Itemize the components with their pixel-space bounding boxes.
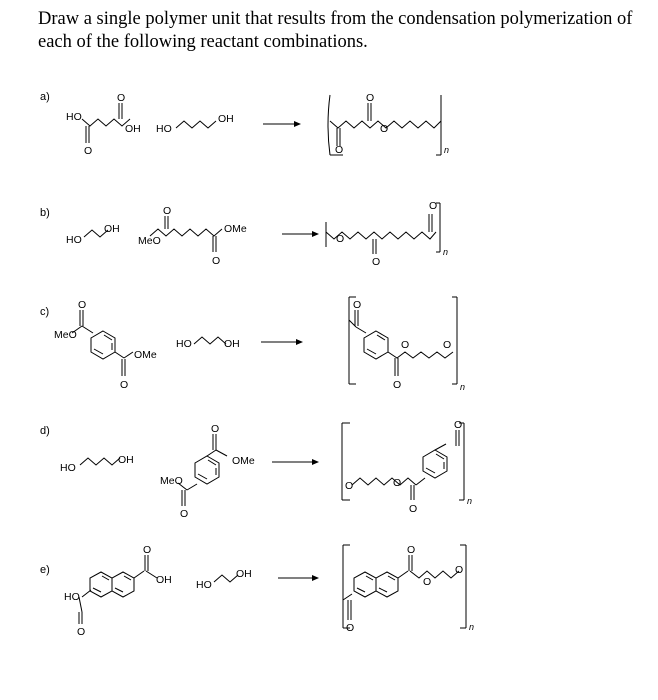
part-c-r1-carbonyl-top: O <box>78 299 87 311</box>
part-d-r2-left-group: MeO <box>160 475 183 487</box>
part-a-product-bracket-o: O <box>335 144 344 156</box>
part-c-r1-left-group: MeO <box>54 329 77 341</box>
part-e-product-carbonyl-top: O <box>407 544 416 556</box>
part-d-r1-right-group: OH <box>118 454 134 466</box>
part-b-r1-right-group: OH <box>104 223 120 235</box>
part-d-r2-carbonyl-bottom: O <box>180 508 189 520</box>
part-a-r1-right-group: OH <box>125 123 141 135</box>
part-b-r1-left-group: HO <box>66 234 82 246</box>
part-e-label: e) <box>40 564 50 576</box>
part-b-product-carbonyl-bottom: O <box>372 256 381 268</box>
part-b-r2-carbonyl-top: O <box>163 205 172 217</box>
part-e-reactant-2 <box>214 575 238 582</box>
part-e-product-carbonyl-bottom: O <box>346 622 355 634</box>
part-c-r2-left-group: HO <box>176 338 192 350</box>
part-c-r1-right-group: OMe <box>134 349 157 361</box>
part-e-r2-right-group: OH <box>236 568 252 580</box>
part-a-label: a) <box>40 91 50 103</box>
part-a-product-carbonyl: O <box>366 92 375 104</box>
question-text: Draw a single polymer unit that results from the condensation polymerization of each of the following reactant combinations. <box>38 9 633 52</box>
part-a-subscript: n <box>444 145 450 155</box>
part-b-product-carbonyl-top: O <box>429 200 438 212</box>
part-e-r1-left-group: HO <box>64 591 80 603</box>
part-a-r2-left-group: HO <box>156 123 172 135</box>
part-d-label: d) <box>40 425 50 437</box>
part-d-r1-left-group: HO <box>60 462 76 474</box>
part-b-subscript: n <box>443 247 449 257</box>
part-d-product-carbonyl-top: O <box>454 419 463 431</box>
part-c-product-carbonyl-bottom: O <box>393 379 402 391</box>
part-a-r2-right-group: OH <box>218 113 234 125</box>
part-e-product-ester-o: O <box>423 576 432 588</box>
part-c-product-carbonyl-top: O <box>353 299 362 311</box>
part-c-r2-right-group: OH <box>224 338 240 350</box>
part-b-reactant-2 <box>150 216 222 252</box>
part-b-label: b) <box>40 207 50 219</box>
part-a-r1-carbonyl-top: O <box>117 92 126 104</box>
part-d-subscript: n <box>467 496 473 506</box>
part-a-product-ester-o: O <box>380 123 389 135</box>
part-d-product-ester-o: O <box>393 477 402 489</box>
part-e-product-end-o: O <box>455 564 464 576</box>
part-a-r1-carbonyl-bottom: O <box>84 145 93 157</box>
part-e-subscript: n <box>469 622 475 632</box>
part-d-reactant-2 <box>178 434 227 506</box>
part-c-product-ester-o: O <box>401 339 410 351</box>
part-e-r1-carbonyl-top: O <box>143 544 152 556</box>
part-c-label: c) <box>40 306 50 318</box>
part-b-r2-carbonyl-bottom: O <box>212 255 221 267</box>
part-d-reactant-1 <box>80 458 120 465</box>
part-c-r1-carbonyl-bottom: O <box>120 379 129 391</box>
part-d-product-start-o: O <box>345 480 354 492</box>
part-e-reactant-1 <box>79 555 157 624</box>
part-a-reactant-2 <box>176 121 216 128</box>
part-e-r1-right-group: OH <box>156 574 172 586</box>
part-a-reactant-1 <box>82 103 130 143</box>
part-c-reactant-1 <box>72 310 133 376</box>
part-e-product <box>343 545 466 628</box>
part-e-r2-left-group: HO <box>196 579 212 591</box>
part-d-product-carbonyl-bottom: O <box>409 503 418 515</box>
part-d-product <box>342 423 464 500</box>
part-c-subscript: n <box>460 382 466 392</box>
part-c-reactant-2 <box>194 337 226 344</box>
part-d-r2-carbonyl-top: O <box>211 423 220 435</box>
part-b-product-ester-o: O <box>336 233 345 245</box>
part-d-r2-right-group: OMe <box>232 455 255 467</box>
part-a-r1-left-group: HO <box>66 111 82 123</box>
part-e-r1-carbonyl-bottom: O <box>77 626 86 638</box>
part-c-product-end-o: O <box>443 339 452 351</box>
part-b-product <box>326 203 440 254</box>
part-b-r2-left-group: MeO <box>138 235 161 247</box>
part-b-r2-right-group: OMe <box>224 223 247 235</box>
